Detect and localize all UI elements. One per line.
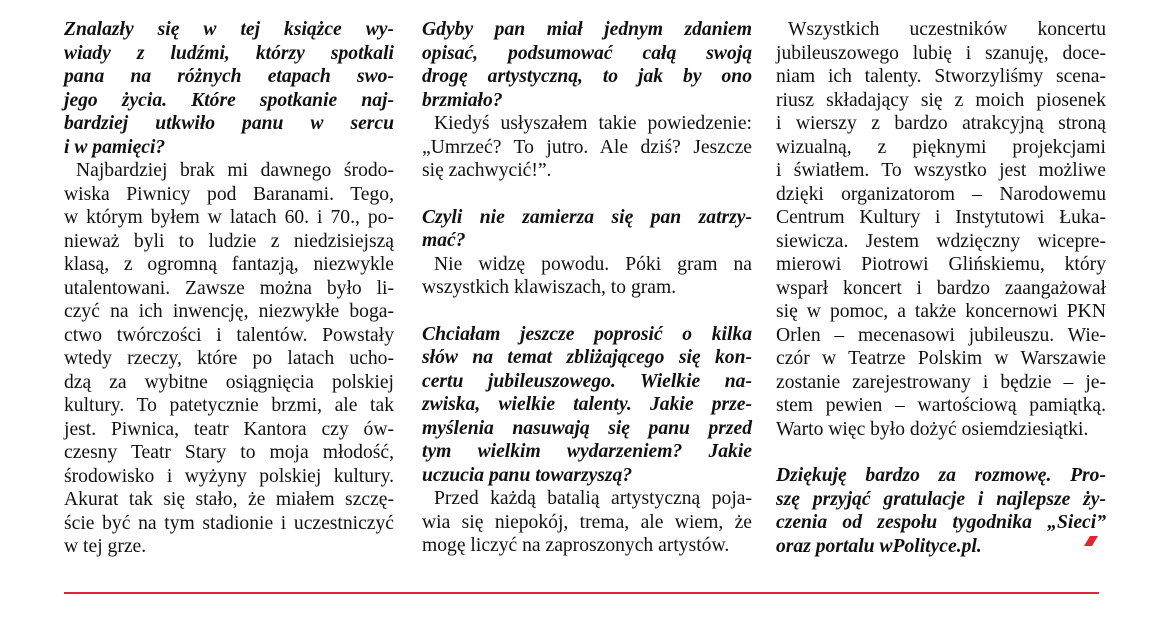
text-line: jest. Piwnica, teatr Kantora czy ów- bbox=[64, 418, 394, 440]
interview-answer bbox=[422, 253, 752, 300]
text-line: wtedy rzeczy, które po latach ucho- bbox=[64, 348, 394, 369]
interview-answer bbox=[776, 18, 1106, 441]
text-line: oraz portalu wPolityce.pl. bbox=[776, 535, 982, 557]
text-line: Znalazły się w tej książce wy- bbox=[64, 19, 394, 40]
interview-question bbox=[422, 323, 752, 488]
text-line: drogę artystyczną, to jak by ono bbox=[422, 66, 752, 87]
text-line: Czyli nie zamierza się pan zatrzy- bbox=[422, 206, 752, 228]
text-line: Najbardziej brak mi dawnego środo- bbox=[76, 160, 394, 181]
text-line: jubileuszowego lubię i szanuję, doce- bbox=[776, 42, 1106, 64]
text-line: Gdyby pan miał jednym zdaniem bbox=[422, 19, 752, 40]
text-line: Chciałam jeszcze poprosić o kilka bbox=[422, 323, 752, 345]
text-line: ctwo twórczości i talentów. Powstały bbox=[64, 324, 394, 346]
text-line: utalentowani. Zawsze można było li- bbox=[64, 277, 394, 299]
text-line: certu jubileuszowego. Wielkie na- bbox=[422, 370, 752, 392]
text-line: zostanie zarejestrowany i będzie – je- bbox=[776, 371, 1106, 393]
text-line: się zachwycić!”. bbox=[422, 160, 552, 181]
text-line: Nie widzę powodu. Póki gram na bbox=[434, 253, 752, 275]
text-line: myślenia nasuwają się panu przed bbox=[422, 417, 752, 439]
text-line: słów na temat zbliżającego się kon- bbox=[422, 347, 752, 368]
interview-question bbox=[64, 18, 394, 159]
text-line: pana na różnych etapach swo- bbox=[64, 66, 394, 87]
text-line: tym wielkim wydarzeniem? Jakie bbox=[422, 441, 752, 462]
interview-answer bbox=[64, 159, 394, 559]
text-line: Orlen – mecenasowi jubileuszu. Wie- bbox=[776, 324, 1106, 346]
text-line: kultury. To patetycznie brzmi, ale tak bbox=[64, 395, 394, 416]
interview-question bbox=[776, 464, 1106, 558]
text-line: Przed każdą batalią artystyczną poja- bbox=[434, 488, 752, 509]
column-3 bbox=[776, 18, 1106, 558]
text-line: czenia od zespołu tygodnika „Sieci” bbox=[776, 512, 1106, 533]
text-line: opisać, podsumować całą swoją bbox=[422, 42, 752, 64]
column-2 bbox=[422, 18, 752, 558]
text-line: jego życia. Które spotkanie naj- bbox=[64, 89, 394, 111]
text-line: wsparł koncert i bardzo zaangażował bbox=[776, 277, 1106, 299]
interview-answer bbox=[422, 112, 752, 183]
interview-question bbox=[422, 18, 752, 112]
text-line: riusz składający się z moich piosenek bbox=[776, 89, 1106, 111]
text-line: Kiedyś usłyszałem takie powiedzenie: bbox=[434, 113, 752, 134]
text-line: niam ich talenty. Stworzyliśmy scena- bbox=[776, 66, 1106, 87]
text-line: nieważ byli to ludzie z niedzisiejszą bbox=[64, 230, 394, 252]
text-line: i wierszy z bardzo atrakcyjną stroną bbox=[776, 113, 1106, 134]
paragraph-gap bbox=[422, 300, 752, 323]
interview-answer bbox=[422, 487, 752, 558]
text-line: czyć na ich inwencję, niezwykłe boga- bbox=[64, 301, 394, 322]
text-line: Akurat tak się stało, że miałem szczę- bbox=[64, 489, 394, 510]
paragraph-gap bbox=[776, 441, 1106, 464]
text-line: się w pomoc, a także koncernowi PKN bbox=[776, 301, 1106, 322]
text-line: czesny Teatr Stary to moja młodość, bbox=[64, 442, 394, 463]
text-line: mać? bbox=[422, 230, 466, 251]
text-line: stem pewien – wartościową pamiątką. bbox=[776, 395, 1106, 416]
interview-question bbox=[422, 206, 752, 253]
text-line: zwiska, wielkie talenty. Jakie prze- bbox=[422, 394, 752, 415]
text-line: w którym byłem w latach 60. i 70., po- bbox=[64, 207, 394, 228]
text-line: wizualną, z pięknymi projekcjami bbox=[776, 136, 1106, 158]
text-line: Warto więc było dożyć osiemdziesiątki. bbox=[776, 418, 1089, 440]
end-of-article-icon bbox=[1084, 536, 1098, 546]
text-line: mogę liczyć na zaproszonych artystów. bbox=[422, 535, 730, 556]
text-line: wia się niepokój, trema, ale wiem, że bbox=[422, 511, 752, 533]
text-line: szę przyjąć gratulacje i najlepsze ży- bbox=[776, 488, 1106, 510]
text-line: środowisko i wyżyny polskiej kultury. bbox=[64, 465, 394, 487]
text-line: wiska Piwnicy pod Baranami. Tego, bbox=[64, 183, 394, 205]
column-1 bbox=[64, 18, 394, 559]
text-line: Wszystkich uczestników koncertu bbox=[788, 19, 1106, 40]
text-line: „Umrzeć? To jutro. Ale dziś? Jeszcze bbox=[422, 136, 752, 158]
text-line: bardziej utkwiło panu w sercu bbox=[64, 113, 394, 134]
paragraph-gap bbox=[422, 183, 752, 206]
text-line: uczucia panu towarzyszą? bbox=[422, 464, 633, 486]
text-line: klasą, z ogromną fantazją, niezwykle bbox=[64, 254, 394, 275]
text-line: Centrum Kultury i Instytutowi Łuka- bbox=[776, 207, 1106, 228]
text-line: ście być na tym stadionie i uczestniczyć bbox=[64, 512, 394, 534]
text-line: dzięki organizatorom – Narodowemu bbox=[776, 183, 1106, 205]
text-line: mierowi Piotrowi Glińskiemu, który bbox=[776, 254, 1106, 275]
text-line: w tej grze. bbox=[64, 536, 147, 557]
text-line: Dziękuję bardzo za rozmowę. Pro- bbox=[776, 465, 1106, 486]
text-line: siewicza. Jestem wdzięczny wicepre- bbox=[776, 230, 1106, 252]
text-line: wszystkich klawiszach, to gram. bbox=[422, 277, 677, 298]
bottom-red-rule bbox=[64, 592, 1099, 594]
text-line: czór w Teatrze Polskim w Warszawie bbox=[776, 348, 1106, 369]
text-line: i w pamięci? bbox=[64, 136, 166, 158]
text-line: dzą za wybitne osiągnięcia polskiej bbox=[64, 371, 394, 393]
text-line: brzmiało? bbox=[422, 89, 503, 111]
text-line: wiady z ludźmi, którzy spotkali bbox=[64, 42, 394, 64]
text-line: i światłem. To wszystko jest możliwe bbox=[776, 160, 1106, 181]
